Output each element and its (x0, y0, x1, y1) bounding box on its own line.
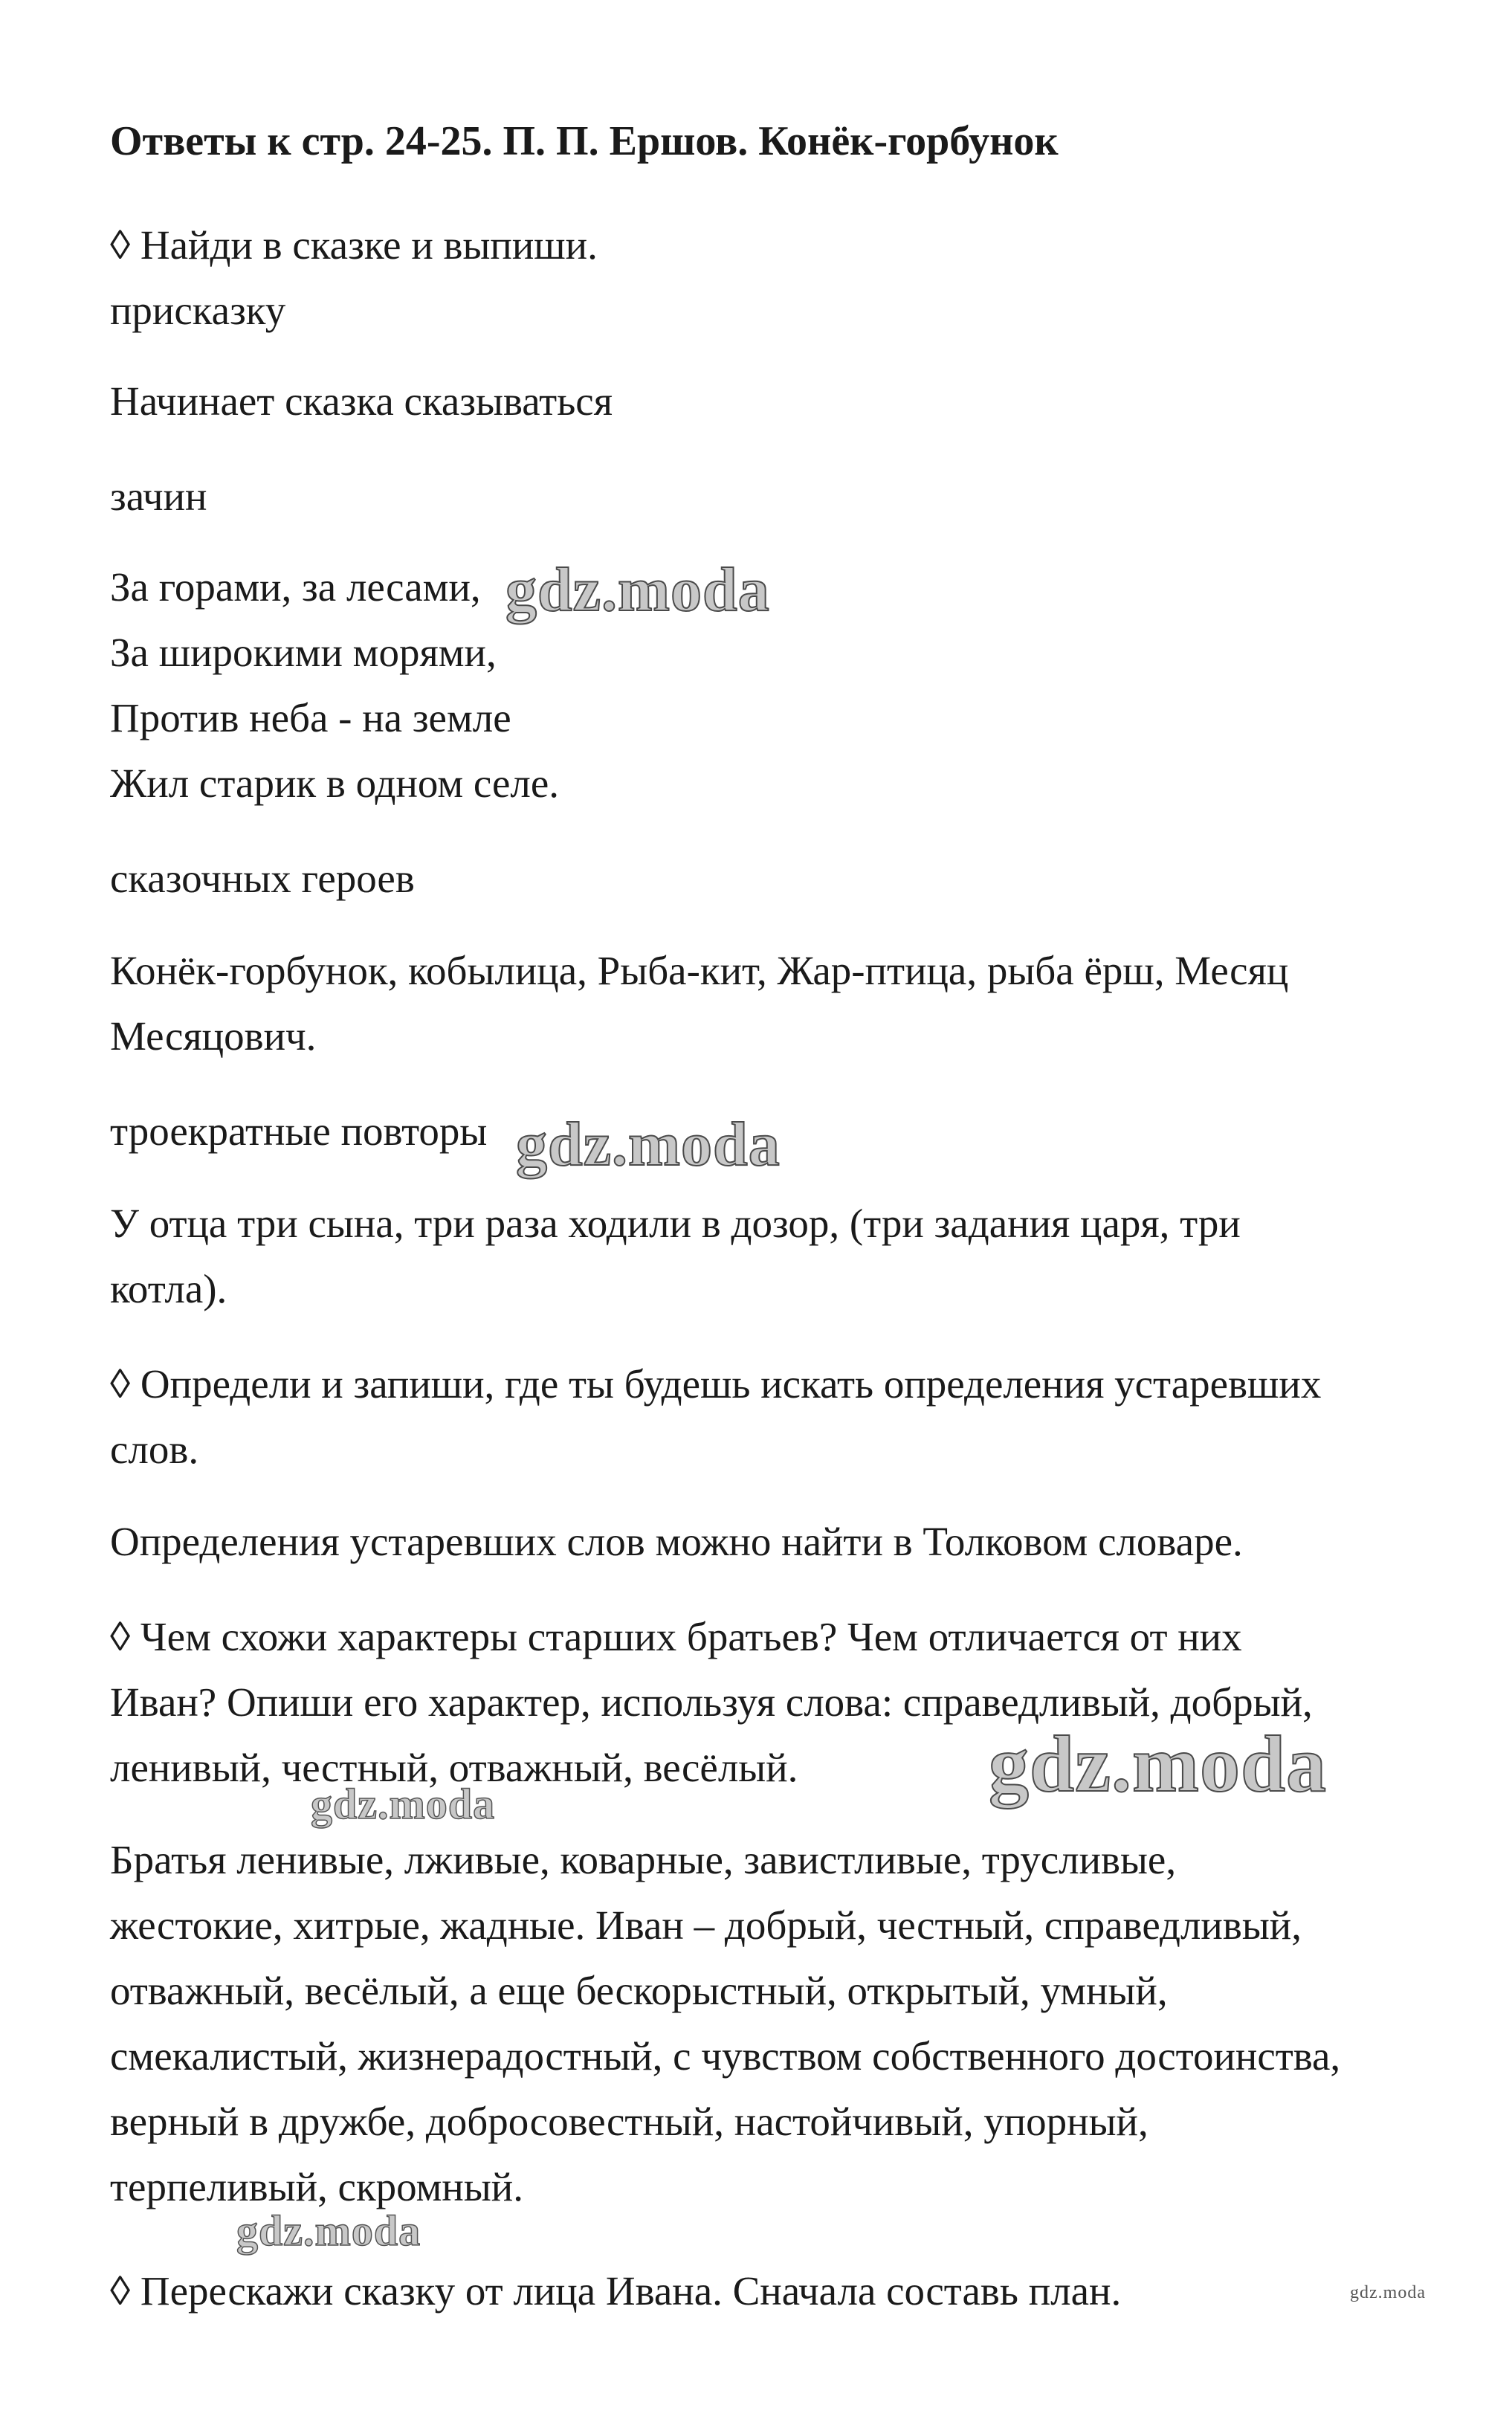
repeats-line: У отца три сына, три раза ходили в дозор, (три задания царя, три (110, 1201, 1241, 1246)
label-heroes: сказочных героев (110, 856, 415, 901)
heroes-line: Конёк-горбунок, кобылица, Рыба-кит, Жар-птица, рыба ёрш, Месяц (110, 948, 1289, 993)
task-3-question-line: Иван? Опиши его характер, используя слова: справедливый, добрый, (110, 1679, 1313, 1725)
label-priskazka: присказку (110, 288, 286, 333)
answer-priskazka: Начинает сказка сказываться (110, 378, 613, 424)
zachin-line: За горами, за лесами, (110, 564, 481, 610)
watermark: gdz.moda (311, 1780, 496, 1828)
heroes-line: Месяцович. (110, 1013, 317, 1059)
task-2-question-line: слов. (110, 1427, 199, 1472)
task-1-question: ◊ Найди в сказке и выпиши. (110, 222, 598, 268)
task-2-answer: Определения устаревших слов можно найти в Толковом словаре. (110, 1519, 1243, 1564)
zachin-line: За широкими морями, (110, 630, 497, 675)
task-3-answer-line: смекалистый, жизнерадостный, с чувством собственного достоинства, (110, 2033, 1341, 2079)
zachin-line: Против неба - на земле (110, 695, 511, 740)
watermark: gdz.moda (989, 1720, 1328, 1809)
task-3-answer-line: жестокие, хитрые, жадные. Иван – добрый, честный, справедливый, (110, 1902, 1302, 1948)
task-3-question-line: ленивый, честный, отважный, весёлый. (110, 1745, 798, 1790)
task-3-question-line: ◊ Чем схожи характеры старших братьев? Чем отличается от них (110, 1614, 1242, 1659)
task-3-answer-line: терпеливый, скромный. (110, 2164, 523, 2209)
task-3-answer-line: верный в дружбе, добросовестный, настойчивый, упорный, (110, 2099, 1148, 2144)
task-2-question-line: ◊ Определи и запиши, где ты будешь искать определения устаревших (110, 1361, 1322, 1407)
task-4-question: ◊ Перескажи сказку от лица Ивана. Сначала составь план. (110, 2268, 1122, 2314)
watermark: gdz.moda (1350, 2283, 1426, 2302)
task-3-answer-line: отважный, весёлый, а еще бескорыстный, открытый, умный, (110, 1968, 1168, 2013)
watermark: gdz.moda (505, 555, 770, 624)
watermark: gdz.moda (236, 2206, 421, 2255)
label-repeats: троекратные повторы (110, 1108, 488, 1154)
zachin-line: Жил старик в одном селе. (110, 761, 560, 806)
task-3-answer-line: Братья ленивые, лживые, коварные, завистливые, трусливые, (110, 1837, 1177, 1882)
repeats-line: котла). (110, 1266, 227, 1311)
page-title: Ответы к стр. 24-25. П. П. Ершов. Конёк-горбунок (110, 118, 1059, 164)
label-zachin: зачин (110, 474, 207, 519)
watermark: gdz.moda (516, 1110, 781, 1179)
